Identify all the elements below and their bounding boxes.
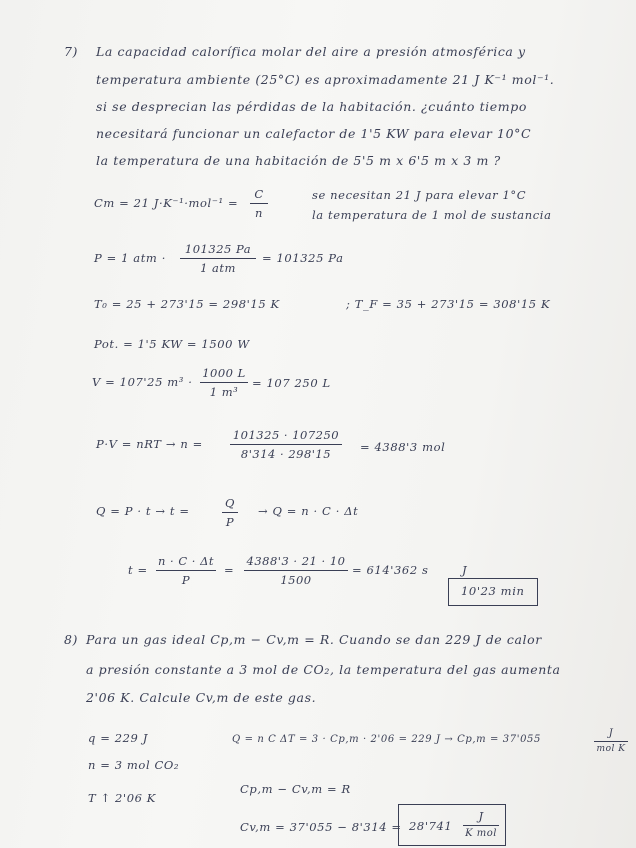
problem-7-line: necesitará funcionar un calefactor de 1'5 KW para elevar 10°C: [96, 126, 532, 141]
answer-unit-numerator: J: [478, 809, 484, 823]
time-fraction-numerator: Q: [225, 496, 235, 510]
problem-7-number: 7): [64, 44, 79, 59]
fraction-bar: [230, 444, 342, 445]
time-equation: t =: [128, 563, 148, 577]
time-fraction: [222, 496, 238, 529]
initial-temperature: T₀ = 25 + 273'15 = 298'15 K: [94, 297, 280, 311]
cm-note: se necesitan 21 J para elevar 1°C: [312, 188, 527, 202]
time-values-denominator: 1500: [280, 573, 312, 587]
fraction-bar: [463, 825, 499, 826]
time-values-numerator: 4388'3 · 21 · 10: [246, 554, 346, 568]
moles-fraction-denominator: 8'314 · 298'15: [240, 447, 332, 461]
fraction-bar: [594, 741, 628, 742]
moles-fraction-numerator: 101325 · 107250: [232, 428, 340, 442]
fraction-bar: [244, 570, 348, 571]
volume-fraction-numerator: 1000 L: [202, 366, 246, 380]
heat-power-equation: Q = P · t → t =: [96, 504, 190, 518]
problem-7-answer: 10'23 min: [461, 584, 525, 598]
given-moles: n = 3 mol CO₂: [88, 758, 180, 772]
problem-7-line: temperatura ambiente (25°C) es aproximadamente 21 J K⁻¹ mol⁻¹.: [96, 72, 555, 87]
pressure-result: = 101325 Pa: [262, 251, 344, 265]
heat-capacity-equation: Q = n C ΔT = 3 · Cp,m · 2'06 = 229 J → Cp,m = 37'055: [232, 734, 541, 745]
fraction-bar: [156, 570, 216, 571]
time-fraction-denominator: P: [225, 515, 235, 529]
cp-unit-fraction: [594, 728, 628, 754]
answer-unit-denominator: K mol: [465, 828, 497, 839]
moles-fraction: [230, 428, 342, 461]
time-formula-denominator: P: [181, 573, 191, 587]
problem-8-answer: 28'741: [409, 819, 453, 833]
pressure-fraction-numerator: 101325 Pa: [184, 242, 252, 256]
fraction-bar: [200, 382, 248, 383]
time-formula-fraction: [156, 554, 216, 587]
pressure-equation: P = 1 atm ·: [94, 251, 166, 265]
problem-7-line: si se desprecian las pérdidas de la habitación. ¿cuánto tiempo: [96, 99, 527, 114]
fraction-bar: [250, 203, 268, 204]
answer-box: [398, 804, 506, 846]
equals-sign: =: [224, 563, 235, 577]
problem-7-line: La capacidad calorífica molar del aire a presión atmosférica y: [96, 44, 526, 59]
fraction-bar: [180, 258, 256, 259]
volume-fraction: [200, 366, 248, 399]
moles-result: = 4388'3 mol: [360, 440, 446, 454]
cp-unit-denominator: mol K: [596, 744, 626, 754]
cm-note: la temperatura de 1 mol de sustancia: [312, 208, 552, 222]
problem-8-line: Para un gas ideal Cp,m − Cv,m = R. Cuando se dan 229 J de calor: [86, 632, 542, 647]
ideal-gas-equation: P·V = nRT → n =: [96, 437, 203, 451]
cm-equation: Cm = 21 J·K⁻¹·mol⁻¹ =: [94, 196, 239, 210]
cp-unit-numerator: J: [608, 728, 614, 739]
problem-8-line: 2'06 K. Calcule Cv,m de este gas.: [86, 690, 317, 705]
answer-unit-fraction: [463, 809, 499, 839]
final-temperature: ; T_F = 35 + 273'15 = 308'15 K: [346, 297, 551, 311]
cm-fraction-numerator: C: [254, 187, 264, 201]
cm-fraction-denominator: n: [255, 206, 263, 220]
problem-8-line: a presión constante a 3 mol de CO₂, la temperatura del gas aumenta: [86, 662, 561, 677]
time-result: = 614'362 s: [352, 563, 429, 577]
problem-7-line: la temperatura de una habitación de 5'5 m x 6'5 m x 3 m ?: [96, 153, 501, 168]
given-temperature-rise: T ↑ 2'06 K: [88, 791, 156, 805]
volume-fraction-denominator: 1 m³: [209, 385, 239, 399]
unit-mark: J: [462, 563, 468, 577]
time-formula-numerator: n · C · Δt: [157, 554, 215, 568]
cv-equation: Cv,m = 37'055 − 8'314 =: [240, 820, 402, 834]
time-values-fraction: [244, 554, 348, 587]
pressure-fraction: [180, 242, 256, 275]
volume-result: = 107 250 L: [252, 376, 331, 390]
answer-box: [448, 578, 538, 606]
heat-equation: → Q = n · C · Δt: [258, 504, 359, 518]
power-value: Pot. = 1'5 KW = 1500 W: [94, 337, 250, 351]
pressure-fraction-denominator: 1 atm: [200, 261, 236, 275]
fraction-bar: [222, 512, 238, 513]
volume-equation: V = 107'25 m³ ·: [92, 375, 193, 389]
given-heat: q = 229 J: [88, 731, 148, 745]
problem-8-number: 8): [64, 632, 79, 647]
cm-fraction: [250, 187, 268, 220]
mayer-relation: Cp,m − Cv,m = R: [240, 782, 351, 796]
